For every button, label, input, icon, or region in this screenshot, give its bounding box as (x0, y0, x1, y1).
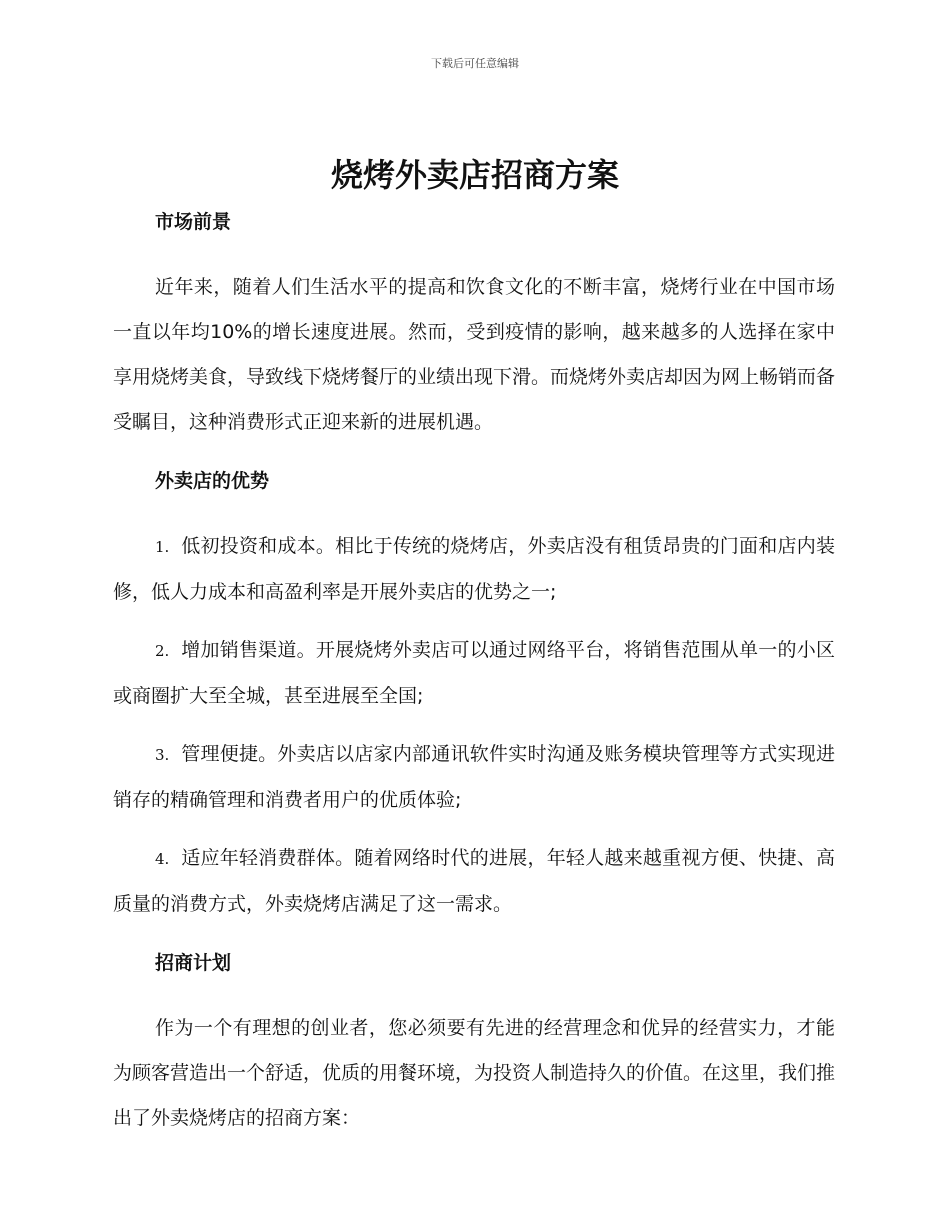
document-body (113, 206, 835, 1141)
list-text: 低初投资和成本。相比于传统的烧烤店，外卖店没有租赁昂贵的门面和店内装修，低人力成本和高盈利率是开展外卖店的优势之一; (113, 535, 835, 603)
list-text: 管理便捷。外卖店以店家内部通讯软件实时沟通及账务模块管理等方式实现进销存的精确管理和消费者用户的优质体验; (113, 743, 835, 811)
list-number: 1. (155, 538, 170, 556)
header-note: 下载后可任意编辑 (431, 57, 519, 70)
list-item (113, 732, 835, 823)
section-heading-investment-plan: 招商计划 (155, 952, 232, 974)
paragraph-investment-plan: 作为一个有理想的创业者，您必须要有先进的经营理念和优异的经营实力，才能为顾客营造出一个舒适，优质的用餐环境，为投资人制造持久的价值。在这里，我们推出了外卖烧烤店的招商方案： (113, 1017, 836, 1129)
list-item (113, 628, 835, 719)
section-heading-market: 市场前景 (155, 211, 232, 233)
document-title: 烧烤外卖店招商方案 (330, 156, 619, 194)
list-number: 2. (155, 642, 170, 660)
section-heading-advantages: 外卖店的优势 (155, 470, 270, 492)
list-text: 增加销售渠道。开展烧烤外卖店可以通过网络平台，将销售范围从单一的小区或商圈扩大至全城，甚至进展至全国; (113, 639, 835, 707)
paragraph-market: 近年来，随着人们生活水平的提高和饮食文化的不断丰富，烧烤行业在中国市场一直以年均10%的增长速度进展。然而，受到疫情的影响，越来越多的人选择在家中享用烧烤美食，导致线下烧烤餐厅的业绩出现下滑。而烧烤外卖店却因为网上畅销而备受瞩目，这种消费形式正迎来新的进展机遇。 (113, 276, 836, 433)
list-text: 适应年轻消费群体。随着网络时代的进展，年轻人越来越重视方便、快捷、高质量的消费方式，外卖烧烤店满足了这一需求。 (113, 847, 835, 915)
list-item (113, 836, 835, 927)
list-item (113, 524, 835, 615)
list-number: 3. (155, 746, 170, 764)
list-number: 4. (155, 850, 170, 868)
